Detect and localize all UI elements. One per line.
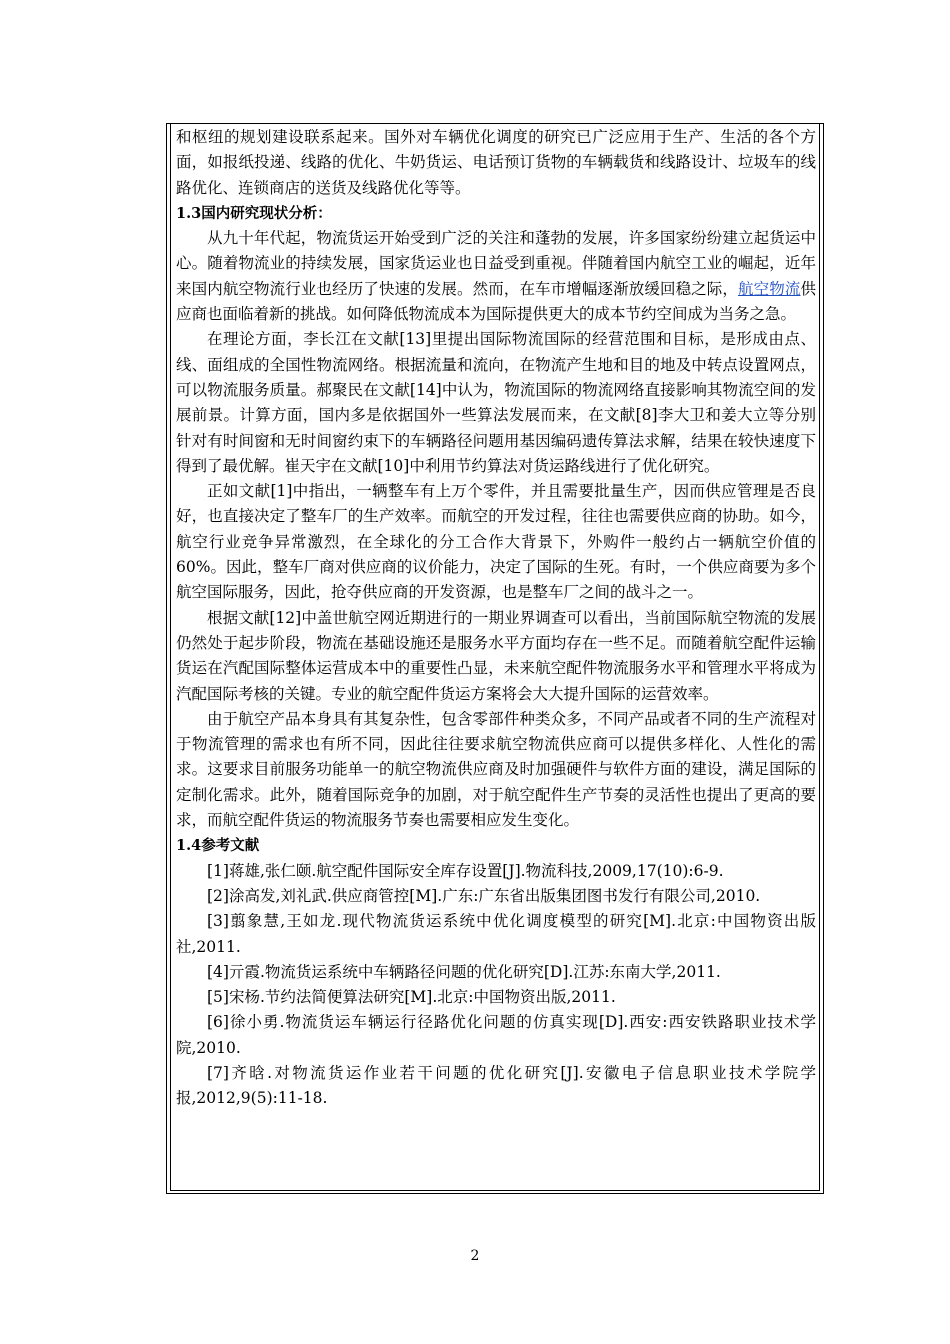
reference-item: [5]宋杨.节约法简便算法研究[M].北京:中国物资出版,2011. — [207, 988, 616, 1007]
paragraph-1-3-d: 根据文献[12]中盖世航空网近期进行的一期业界调查可以看出，当前国际航空物流的发展仍然处于起步阶段，物流在基础设施还是服务水平方面均存在一些不足。而随着航空配件运输货运在汽配国际整体运营成本中的重要性凸显，未来航空配件物流服务水平和管理水平将成为汽配国际考核的关键。专业的航空配件货运方案将会大大提升国际的运营效率。 — [176, 608, 816, 703]
paragraph-1-3-c: 正如文献[1]中指出，一辆整车有上万个零件，并且需要批量生产，因而供应管理是否良好，也直接决定了整车厂的生产效率。而航空的开发过程，往往也需要供应商的协助。如今，航空行业竞争异常激烈，在全球化的分工合作大背景下，外购件一般约占一辆航空价值的 60%。因此，整车厂商对供应商的议价能力，决定了国际的生死。有时，一个供应商要为多个航空国际服务，因此，抢夺供应商的开发资源，也是整车厂之间的战斗之一。 — [176, 482, 816, 602]
reference-item: [7]齐晗.对物流货运作业若干问题的优化研究[J].安徽电子信息职业技术学院学报,2012,9(5):11-18. — [176, 1063, 816, 1108]
paragraph-1-3-e: 由于航空产品本身具有其复杂性，包含零部件种类众多，不同产品或者不同的生产流程对于物流管理的需求也有所不同，因此往往要求航空物流供应商可以提供多样化、人性化的需求。这要求目前服务功能单一的航空物流供应商及时加强硬件与软件方面的建设，满足国际的定制化需求。此外，随着国际竞争的加剧，对于航空配件生产节奏的灵活性也提出了更高的要求，而航空配件货运的物流服务节奏也需要相应发生变化。 — [176, 709, 816, 830]
paragraph-continuation: 和枢纽的规划建设联系起来。国外对车辆优化调度的研究已广泛应用于生产、生活的各个方面，如报纸投递、线路的优化、牛奶货运、电话预订货物的车辆载货和线路设计、垃圾车的线路优化、连锁商店的送货及线路优化等等。 — [176, 128, 816, 197]
document-body — [176, 125, 816, 1112]
reference-item: [4]亓霞.物流货运系统中车辆路径问题的优化研究[D].江苏:东南大学,2011. — [207, 962, 721, 981]
paragraph-text: 供应商也面临着新的挑战。如何降低物流成本为国际提供更大的成本节约空间成为当务之急。 — [176, 279, 816, 324]
section-heading-1-3: 1.3国内研究现状分析： — [176, 204, 332, 222]
page-number: 2 — [470, 1248, 480, 1264]
paragraph-1-3-b: 在理论方面，李长江在文献[13]里提出国际物流国际的经营范围和目标，是形成由点、线、面组成的全国性物流网络。根据流量和流向，在物流产生地和目的地及中转点设置网点，可以物流服务质量。郝聚民在文献[14]中认为，物流国际的物流网络直接影响其物流空间的发展前景。计算方面，国内多是依据国外一些算法发展而来，在文献[8]李大卫和姜大立等分别针对有时间窗和无时间窗约束下的车辆路径问题用基因编码遗传算法求解，结果在较快速度下得到了最优解。崔天宇在文献[10]中利用节约算法对货运路线进行了优化研究。 — [176, 330, 816, 475]
reference-item: [1]蒋雄,张仁颐.航空配件国际安全库存设置[J].物流科技,2009,17(10):6-9. — [207, 861, 724, 880]
reference-item: [6]徐小勇.物流货运车辆运行径路优化问题的仿真实现[D].西安:西安铁路职业技术学院,2010. — [176, 1013, 816, 1057]
paragraph-1-3-a — [176, 226, 816, 327]
reference-item: [3]翦象慧,王如龙.现代物流货运系统中优化调度模型的研究[M].北京:中国物资出版社,2011. — [176, 912, 816, 956]
reference-item: [2]涂高发,刘礼武.供应商管控[M].广东:广东省出版集团图书发行有限公司,2010. — [207, 886, 761, 905]
paragraph-text: 从九十年代起，物流货运开始受到广泛的关注和蓬勃的发展，许多国家纷纷建立起货运中心。随着物流业的持续发展，国家货运业也日益受到重视。伴随着国内航空工业的崛起，近年来国内航空物流行业也经历了快速的发展。然而，在车市增幅逐渐放缓回稳之际， — [176, 229, 816, 298]
section-heading-1-4: 1.4参考文献 — [176, 837, 260, 855]
aviation-logistics-link[interactable]: 航空物流 — [738, 279, 801, 298]
